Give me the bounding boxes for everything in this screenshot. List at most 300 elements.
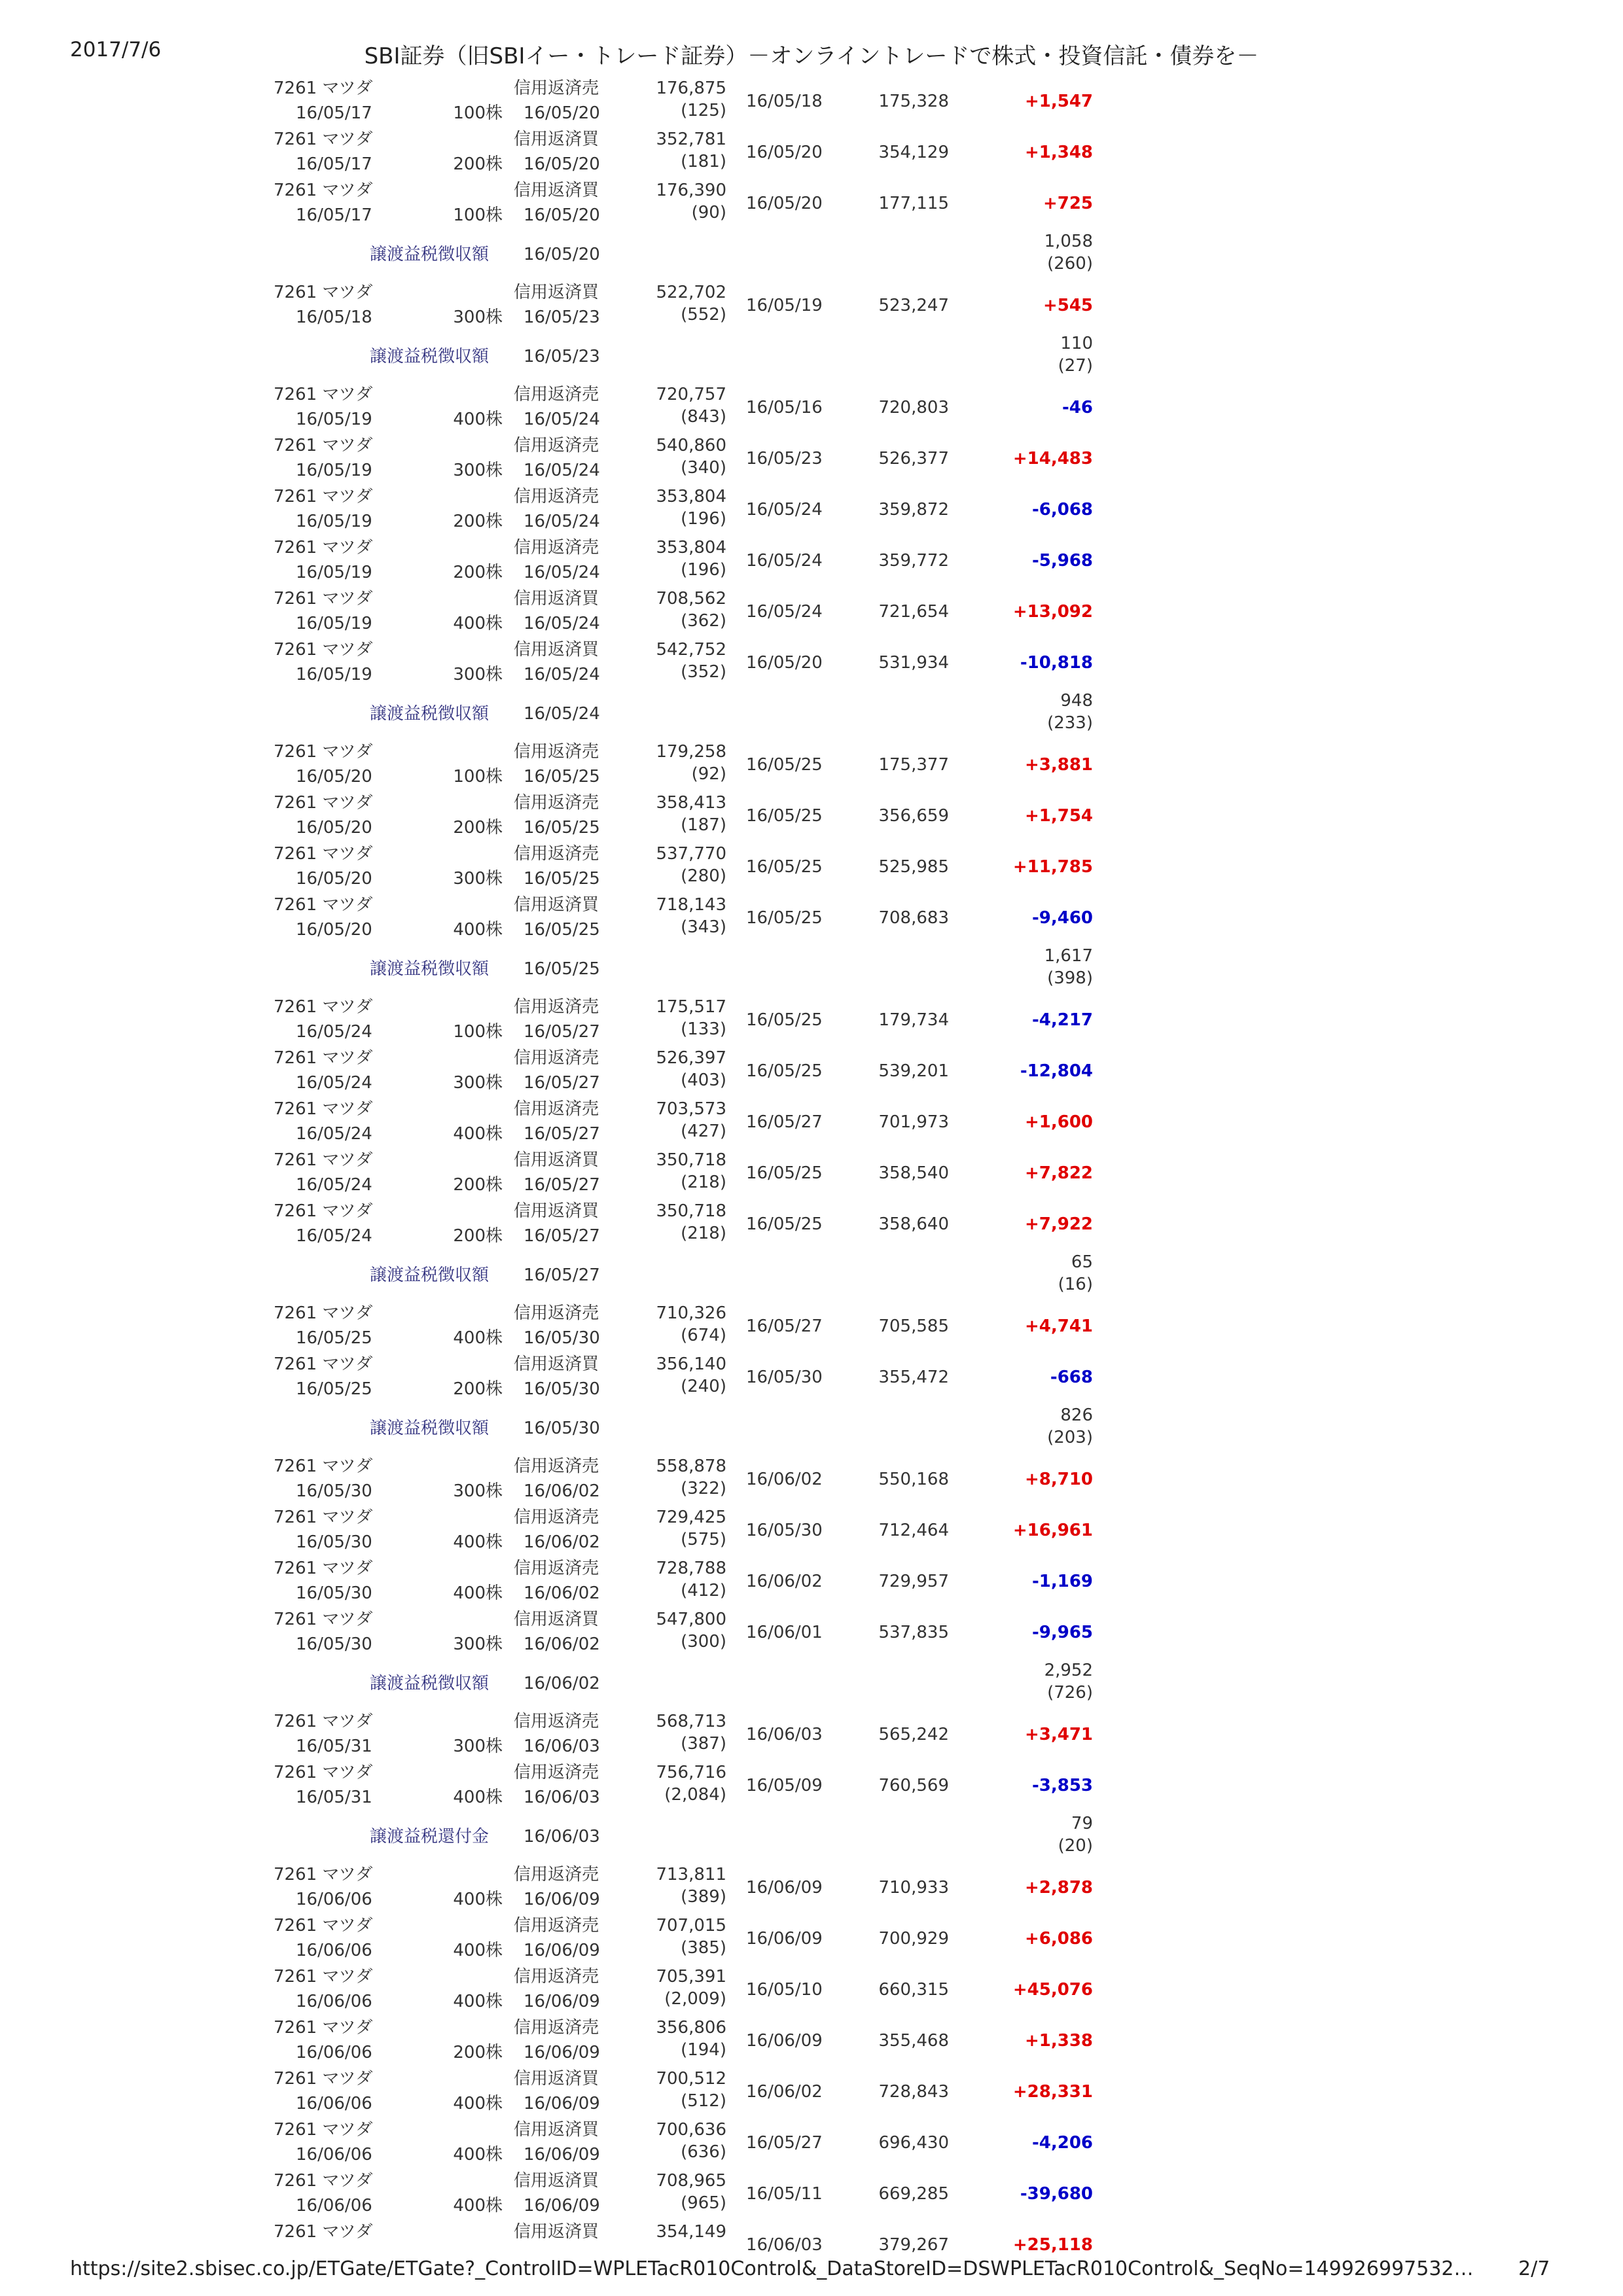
fee-amount: (674): [681, 1326, 726, 1345]
quantity: 200株: [453, 563, 503, 582]
build-date: 16/05/24: [746, 500, 823, 520]
build-amount: 175,328: [878, 92, 949, 111]
build-date: 16/05/25: [746, 1163, 823, 1183]
profit-loss: -9,460: [1031, 908, 1093, 928]
quantity: 300株: [453, 869, 503, 889]
profit-loss: -10,818: [1020, 653, 1093, 673]
tax-label: 譲渡益税徴収額: [370, 347, 490, 366]
quantity: 400株: [453, 1532, 503, 1552]
profit-loss: -6,068: [1031, 500, 1093, 520]
profit-loss: -1,169: [1031, 1572, 1093, 1591]
open-date: 16/05/24: [296, 1124, 372, 1144]
open-date: 16/06/06: [296, 2043, 372, 2062]
trade-type: 信用返済買: [514, 2171, 599, 2191]
build-amount: 359,772: [878, 551, 949, 571]
fee-amount: (387): [681, 1734, 726, 1754]
profit-loss: +4,741: [1024, 1316, 1093, 1336]
profit-loss: +1,348: [1024, 143, 1093, 162]
settle-amount: 176,875: [656, 79, 726, 98]
settle-date: 16/05/27: [524, 1226, 600, 1246]
stock-name: 7261 マツダ: [274, 436, 373, 455]
settle-amount: 353,804: [656, 538, 726, 557]
build-amount: 660,315: [878, 1980, 949, 2000]
settle-date: 16/06/09: [524, 1941, 600, 1960]
fee-amount: (187): [681, 815, 726, 835]
fee-amount: (352): [681, 662, 726, 682]
quantity: 400株: [453, 410, 503, 429]
trade-row: [0, 1302, 1623, 1353]
print-date: 2017/7/6: [70, 38, 162, 62]
fee-amount: (965): [681, 2193, 726, 2213]
trade-row: [0, 179, 1623, 230]
settle-amount: 708,562: [656, 589, 726, 609]
settle-date: 16/05/25: [524, 920, 600, 940]
settle-amount: 356,140: [656, 1354, 726, 1374]
settle-amount: 558,878: [656, 1457, 726, 1476]
quantity: 100株: [453, 1022, 503, 1042]
build-amount: 355,472: [878, 1368, 949, 1387]
trade-type: 信用返済売: [514, 844, 599, 864]
open-date: 16/05/20: [296, 767, 372, 786]
trade-row: [0, 1047, 1623, 1098]
build-date: 16/05/09: [746, 1776, 823, 1795]
fee-amount: (181): [681, 152, 726, 171]
open-date: 16/05/24: [296, 1175, 372, 1195]
settle-date: 16/06/02: [524, 1481, 600, 1501]
quantity: 300株: [453, 665, 503, 684]
settle-amount: 350,718: [656, 1150, 726, 1170]
stock-name: 7261 マツダ: [274, 1610, 373, 1629]
settle-date: 16/06/03: [524, 1788, 600, 1807]
profit-loss: -4,217: [1031, 1010, 1093, 1030]
build-date: 16/05/16: [746, 398, 823, 417]
open-date: 16/05/19: [296, 512, 372, 531]
tax-local-amount: (20): [1058, 1836, 1093, 1856]
build-amount: 760,569: [878, 1776, 949, 1795]
settle-date: 16/05/24: [524, 512, 600, 531]
build-amount: 358,540: [878, 1163, 949, 1183]
stock-name: 7261 マツダ: [274, 2120, 373, 2140]
trade-type: 信用返済買: [514, 2069, 599, 2089]
trade-type: 信用返済売: [514, 1916, 599, 1935]
trade-row: [0, 1200, 1623, 1251]
trade-row: [0, 128, 1623, 179]
build-amount: 525,985: [878, 857, 949, 877]
tax-amount: 1,617: [1044, 946, 1093, 966]
settle-amount: 708,965: [656, 2171, 726, 2191]
settle-date: 16/05/20: [524, 103, 600, 123]
fee-amount: (340): [681, 458, 726, 478]
stock-name: 7261 マツダ: [274, 2222, 373, 2242]
tax-row: [0, 1251, 1623, 1302]
settle-date: 16/06/02: [524, 1634, 600, 1654]
settle-date: 16/05/23: [524, 308, 600, 327]
settle-amount: 179,258: [656, 742, 726, 762]
stock-name: 7261 マツダ: [274, 1865, 373, 1884]
trade-type: 信用返済買: [514, 2120, 599, 2140]
fee-amount: (196): [681, 560, 726, 580]
trade-type: 信用返済売: [514, 538, 599, 557]
page-url: https://site2.sbisec.co.jp/ETGate/ETGate?_ControlID=WPLETacR010Control&_DataStoreID=DSWPLETacR010Control&_SeqNo=149926997532…: [70, 2257, 1474, 2280]
stock-name: 7261 マツダ: [274, 130, 373, 149]
trade-row: [0, 843, 1623, 894]
settle-amount: 353,804: [656, 487, 726, 506]
open-date: 16/05/19: [296, 614, 372, 633]
trade-type: 信用返済売: [514, 1712, 599, 1731]
open-date: 16/06/06: [296, 2196, 372, 2216]
trade-row: [0, 77, 1623, 128]
quantity: 400株: [453, 1328, 503, 1348]
tax-amount: 1,058: [1044, 232, 1093, 251]
build-amount: 531,934: [878, 653, 949, 673]
trade-type: 信用返済売: [514, 1099, 599, 1119]
open-date: 16/05/19: [296, 665, 372, 684]
trade-type: 信用返済売: [514, 79, 599, 98]
build-amount: 356,659: [878, 806, 949, 826]
quantity: 200株: [453, 1379, 503, 1399]
quantity: 400株: [453, 1890, 503, 1909]
stock-name: 7261 マツダ: [274, 1967, 373, 1987]
trade-row: [0, 2068, 1623, 2119]
trade-type: 信用返済売: [514, 1865, 599, 1884]
page-number: 2/7: [1518, 2257, 1550, 2280]
settle-date: 16/05/24: [524, 563, 600, 582]
tax-date: 16/06/02: [524, 1674, 600, 1693]
fee-amount: (125): [681, 101, 726, 120]
profit-loss: +28,331: [1012, 2082, 1093, 2102]
trade-row: [0, 486, 1623, 537]
build-date: 16/05/19: [746, 296, 823, 315]
settle-date: 16/05/24: [524, 410, 600, 429]
settle-amount: 703,573: [656, 1099, 726, 1119]
trade-type: 信用返済売: [514, 1048, 599, 1068]
fee-amount: (343): [681, 917, 726, 937]
settle-amount: 547,800: [656, 1610, 726, 1629]
tax-date: 16/06/03: [524, 1827, 600, 1846]
build-amount: 358,640: [878, 1214, 949, 1234]
profit-loss: +7,922: [1024, 1214, 1093, 1234]
trade-type: 信用返済買: [514, 895, 599, 915]
profit-loss: +3,881: [1024, 755, 1093, 775]
stock-name: 7261 マツダ: [274, 1201, 373, 1221]
profit-loss: +3,471: [1024, 1725, 1093, 1744]
quantity: 300株: [453, 1634, 503, 1654]
build-amount: 720,803: [878, 398, 949, 417]
profit-loss: -3,853: [1031, 1776, 1093, 1795]
tax-label: 譲渡益税徴収額: [370, 1674, 490, 1693]
quantity: 300株: [453, 461, 503, 480]
tax-amount: 2,952: [1044, 1661, 1093, 1680]
build-date: 16/05/25: [746, 908, 823, 928]
trade-type: 信用返済買: [514, 1354, 599, 1374]
build-amount: 355,468: [878, 2031, 949, 2051]
build-amount: 550,168: [878, 1470, 949, 1489]
stock-name: 7261 マツダ: [274, 793, 373, 813]
build-date: 16/05/20: [746, 194, 823, 213]
build-date: 16/05/20: [746, 143, 823, 162]
build-amount: 669,285: [878, 2184, 949, 2204]
build-date: 16/06/09: [746, 1929, 823, 1949]
build-date: 16/06/03: [746, 1725, 823, 1744]
profit-loss: +1,338: [1024, 2031, 1093, 2051]
quantity: 200株: [453, 818, 503, 838]
build-amount: 712,464: [878, 1521, 949, 1540]
fee-amount: (412): [681, 1581, 726, 1600]
tax-local-amount: (233): [1047, 713, 1093, 733]
stock-name: 7261 マツダ: [274, 1099, 373, 1119]
fee-amount: (92): [691, 764, 726, 784]
settle-date: 16/05/27: [524, 1124, 600, 1144]
open-date: 16/05/20: [296, 869, 372, 889]
fee-amount: (512): [681, 2091, 726, 2111]
build-date: 16/05/24: [746, 602, 823, 622]
open-date: 16/05/25: [296, 1328, 372, 1348]
open-date: 16/05/19: [296, 461, 372, 480]
quantity: 100株: [453, 767, 503, 786]
settle-amount: 720,757: [656, 385, 726, 404]
build-amount: 565,242: [878, 1725, 949, 1744]
quantity: 100株: [453, 103, 503, 123]
trade-type: 信用返済売: [514, 2018, 599, 2038]
stock-name: 7261 マツダ: [274, 283, 373, 302]
stock-name: 7261 マツダ: [274, 1354, 373, 1374]
open-date: 16/05/19: [296, 410, 372, 429]
open-date: 16/05/17: [296, 205, 372, 225]
tax-row: [0, 1659, 1623, 1710]
quantity: 200株: [453, 1226, 503, 1246]
tax-label: 譲渡益税徴収額: [370, 959, 490, 979]
trade-row: [0, 1608, 1623, 1659]
trade-row: [0, 1353, 1623, 1404]
settle-date: 16/06/02: [524, 1583, 600, 1603]
trade-type: 信用返済買: [514, 181, 599, 200]
stock-name: 7261 マツダ: [274, 2069, 373, 2089]
profit-loss: -12,804: [1020, 1061, 1093, 1081]
build-date: 16/05/25: [746, 755, 823, 775]
fee-amount: (280): [681, 866, 726, 886]
trade-type: 信用返済売: [514, 1559, 599, 1578]
trade-row: [0, 434, 1623, 486]
trade-type: 信用返済売: [514, 436, 599, 455]
trade-row: [0, 588, 1623, 639]
quantity: 300株: [453, 1481, 503, 1501]
stock-name: 7261 マツダ: [274, 1457, 373, 1476]
profit-loss: +1,600: [1024, 1112, 1093, 1132]
tax-date: 16/05/23: [524, 347, 600, 366]
trade-type: 信用返済売: [514, 1508, 599, 1527]
settle-date: 16/06/09: [524, 2043, 600, 2062]
quantity: 200株: [453, 2043, 503, 2062]
open-date: 16/05/18: [296, 308, 372, 327]
quantity: 400株: [453, 2094, 503, 2113]
build-amount: 700,929: [878, 1929, 949, 1949]
stock-name: 7261 マツダ: [274, 1916, 373, 1935]
tax-amount: 110: [1060, 334, 1093, 353]
build-date: 16/05/20: [746, 653, 823, 673]
trade-row: [0, 281, 1623, 332]
stock-name: 7261 マツダ: [274, 487, 373, 506]
profit-loss: +545: [1043, 296, 1093, 315]
tax-label: 譲渡益税徴収額: [370, 1419, 490, 1438]
trade-row: [0, 1455, 1623, 1506]
build-amount: 708,683: [878, 908, 949, 928]
settle-date: 16/06/02: [524, 1532, 600, 1552]
settle-date: 16/06/09: [524, 1890, 600, 1909]
tax-row: [0, 1404, 1623, 1455]
quantity: 400株: [453, 1992, 503, 2011]
trade-type: 信用返済買: [514, 2222, 599, 2242]
stock-name: 7261 マツダ: [274, 895, 373, 915]
tax-label: 譲渡益税徴収額: [370, 704, 490, 724]
settle-amount: 358,413: [656, 793, 726, 813]
quantity: 400株: [453, 1941, 503, 1960]
settle-date: 16/05/24: [524, 461, 600, 480]
settle-amount: 356,806: [656, 2018, 726, 2038]
fee-amount: (196): [681, 509, 726, 529]
build-date: 16/05/23: [746, 449, 823, 468]
tax-label: 譲渡益税徴収額: [370, 245, 490, 264]
build-amount: 696,430: [878, 2133, 949, 2153]
trade-type: 信用返済買: [514, 1150, 599, 1170]
stock-name: 7261 マツダ: [274, 1150, 373, 1170]
settle-amount: 540,860: [656, 436, 726, 455]
build-amount: 526,377: [878, 449, 949, 468]
build-amount: 729,957: [878, 1572, 949, 1591]
stock-name: 7261 マツダ: [274, 538, 373, 557]
open-date: 16/06/06: [296, 1890, 372, 1909]
quantity: 100株: [453, 205, 503, 225]
open-date: 16/05/25: [296, 1379, 372, 1399]
open-date: 16/05/31: [296, 1737, 372, 1756]
settle-amount: 756,716: [656, 1763, 726, 1782]
settle-amount: 700,512: [656, 2069, 726, 2089]
profit-loss: +25,118: [1012, 2235, 1093, 2255]
quantity: 400株: [453, 2196, 503, 2216]
open-date: 16/05/31: [296, 1788, 372, 1807]
open-date: 16/05/30: [296, 1634, 372, 1654]
build-date: 16/06/01: [746, 1623, 823, 1642]
tax-row: [0, 1812, 1623, 1863]
build-amount: 728,843: [878, 2082, 949, 2102]
trade-row: [0, 537, 1623, 588]
build-date: 16/05/10: [746, 1980, 823, 2000]
trade-row: [0, 894, 1623, 945]
trade-type: 信用返済売: [514, 997, 599, 1017]
trade-type: 信用返済売: [514, 1303, 599, 1323]
settle-amount: 568,713: [656, 1712, 726, 1731]
trade-type: 信用返済買: [514, 640, 599, 660]
fee-amount: (427): [681, 1122, 726, 1141]
profit-loss: -9,965: [1031, 1623, 1093, 1642]
profit-loss: -39,680: [1020, 2184, 1093, 2204]
stock-name: 7261 マツダ: [274, 385, 373, 404]
trade-type: 信用返済売: [514, 385, 599, 404]
settle-amount: 707,015: [656, 1916, 726, 1935]
settle-date: 16/06/09: [524, 2094, 600, 2113]
profit-loss: -46: [1062, 398, 1093, 417]
settle-amount: 354,149: [656, 2222, 726, 2242]
trade-row: [0, 1557, 1623, 1608]
fee-amount: (636): [681, 2142, 726, 2162]
stock-name: 7261 マツダ: [274, 640, 373, 660]
profit-loss: -4,206: [1031, 2133, 1093, 2153]
tax-local-amount: (260): [1047, 254, 1093, 274]
tax-date: 16/05/27: [524, 1265, 600, 1285]
tax-date: 16/05/24: [524, 704, 600, 724]
profit-loss: -5,968: [1031, 551, 1093, 571]
stock-name: 7261 マツダ: [274, 1763, 373, 1782]
stock-name: 7261 マツダ: [274, 742, 373, 762]
build-amount: 721,654: [878, 602, 949, 622]
profit-loss: +1,754: [1024, 806, 1093, 826]
trade-type: 信用返済売: [514, 1763, 599, 1782]
build-date: 16/06/02: [746, 1470, 823, 1489]
open-date: 16/05/20: [296, 818, 372, 838]
profit-loss: +7,822: [1024, 1163, 1093, 1183]
build-date: 16/06/09: [746, 2031, 823, 2051]
build-date: 16/05/27: [746, 2133, 823, 2153]
settle-date: 16/06/03: [524, 1737, 600, 1756]
settle-date: 16/05/20: [524, 154, 600, 174]
settle-amount: 175,517: [656, 997, 726, 1017]
fee-amount: (2,009): [664, 1989, 726, 2009]
quantity: 400株: [453, 1788, 503, 1807]
tax-local-amount: (398): [1047, 968, 1093, 988]
trade-row: [0, 792, 1623, 843]
trade-row: [0, 1098, 1623, 1149]
trade-type: 信用返済売: [514, 793, 599, 813]
stock-name: 7261 マツダ: [274, 2171, 373, 2191]
build-date: 16/05/11: [746, 2184, 823, 2204]
settle-date: 16/05/24: [524, 665, 600, 684]
build-date: 16/05/27: [746, 1112, 823, 1132]
trade-row: [0, 1761, 1623, 1812]
build-amount: 705,585: [878, 1316, 949, 1336]
build-date: 16/05/25: [746, 857, 823, 877]
quantity: 400株: [453, 1583, 503, 1603]
tax-local-amount: (203): [1047, 1428, 1093, 1447]
page-title: SBI証券（旧SBIイー・トレード証券）－オンライントレードで株式・投資信託・債券を－: [364, 43, 1259, 69]
settle-date: 16/06/09: [524, 2145, 600, 2164]
tax-amount: 948: [1060, 691, 1093, 711]
quantity: 400株: [453, 920, 503, 940]
build-date: 16/05/30: [746, 1368, 823, 1387]
profit-loss: +13,092: [1012, 602, 1093, 622]
settle-amount: 352,781: [656, 130, 726, 149]
build-date: 16/05/25: [746, 1061, 823, 1081]
settle-amount: 718,143: [656, 895, 726, 915]
trade-type: 信用返済売: [514, 742, 599, 762]
build-amount: 379,267: [878, 2235, 949, 2255]
stock-name: 7261 マツダ: [274, 1303, 373, 1323]
settle-date: 16/05/25: [524, 767, 600, 786]
build-date: 16/05/18: [746, 92, 823, 111]
trade-type: 信用返済売: [514, 487, 599, 506]
settle-amount: 526,397: [656, 1048, 726, 1068]
settle-amount: 176,390: [656, 181, 726, 200]
tax-row: [0, 690, 1623, 741]
profit-loss: -668: [1050, 1368, 1093, 1387]
settle-amount: 542,752: [656, 640, 726, 660]
profit-loss: +45,076: [1012, 1980, 1093, 2000]
tax-row: [0, 332, 1623, 383]
trade-row: [0, 2119, 1623, 2170]
trade-row: [0, 1149, 1623, 1200]
quantity: 400株: [453, 2145, 503, 2164]
open-date: 16/06/06: [296, 1992, 372, 2011]
stock-name: 7261 マツダ: [274, 997, 373, 1017]
trade-row: [0, 1915, 1623, 1966]
